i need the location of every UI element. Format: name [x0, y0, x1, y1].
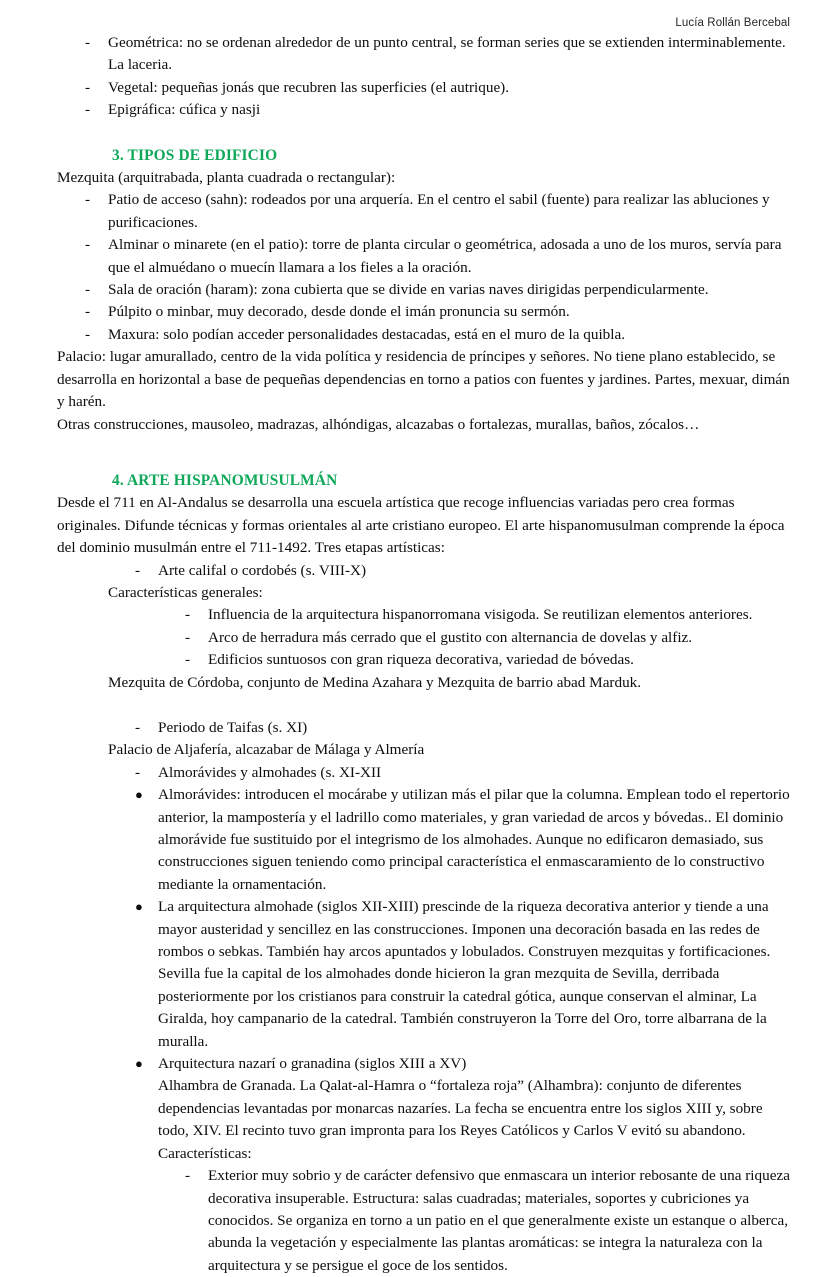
- nazari-caracteristicas-list: [57, 1165, 791, 1277]
- dash-bullet-icon: -: [85, 191, 91, 209]
- nazari-caracteristicas-label: Características:: [158, 1144, 252, 1162]
- dash-bullet-icon: -: [85, 303, 91, 321]
- dash-bullet-icon: -: [85, 101, 91, 119]
- dash-bullet-icon: -: [85, 78, 91, 96]
- spacer: [57, 459, 791, 470]
- list-item: [85, 301, 791, 323]
- list-item-label: Influencia de la arquitectura hispanorromana visigoda. Se reutilizan elementos anteriores.: [208, 606, 753, 624]
- list-item: [185, 604, 791, 626]
- spacer: [57, 122, 791, 145]
- list-item: [85, 32, 791, 77]
- dash-bullet-icon: -: [185, 606, 191, 624]
- dash-bullet-icon: -: [185, 651, 191, 669]
- list-item-label: Almorávides y almohades (s. XI-XII: [158, 763, 382, 781]
- dash-bullet-icon: -: [85, 34, 91, 51]
- list-item-etapa-almoravides-almohades: [135, 762, 791, 784]
- list-item-label: Epigráfica: cúfica y nasji: [108, 101, 261, 119]
- list-item-almohades: [135, 896, 791, 1053]
- list-item-label: Almorávides: introducen el mocárabe y utilizan más el pilar que la columna. Emplean todo el repertorio anterior, la mampostería y el ladrillo como materiales, y gran variedad de arcos y bóvedas.. El dominio almorávide fue sustituido por el integrismo de los almohades. Aunque no edificaron demasiado, sus construcciones siguen teniendo como principal característica el enmascaramiento de lo constructivo mediante la ornamentación.: [158, 786, 790, 893]
- dash-bullet-icon: -: [85, 325, 91, 343]
- list-item-label: La arquitectura almohade (siglos XII-XIII) prescinde de la riqueza decorativa anterior y tiende a una mayor austeridad y sencillez en las construcciones. Imponen una decoración basada en las redes de rombos o sebkas. También hay arcos apuntados y lobulados. Construyen mezquitas y fortificaciones. Sevilla fue la capital de los almohades donde hicieron la gran mezquita de Sevilla, derribada posteriormente por los cristianos para construir la catedral gótica, aunque conservan el alminar, La Giralda, hoy campanario de la catedral. También construyeron la Torre del Oro, torre albarrana de la muralla.: [158, 898, 771, 1050]
- list-item-label: Maxura: solo podían acceder personalidades destacadas, está en el muro de la quibla.: [108, 325, 626, 343]
- dash-bullet-icon: -: [85, 236, 91, 254]
- obras-califales-paragraph: Mezquita de Córdoba, conjunto de Medina Azahara y Mezquita de barrio abad Marduk.: [108, 673, 642, 691]
- spacer: [57, 436, 791, 459]
- list-item-label: Periodo de Taifas (s. XI): [158, 718, 308, 736]
- list-item-label: Arco de herradura más cerrado que el gustito con alternancia de dovelas y alfiz.: [208, 628, 693, 646]
- mezquita-parts-list: [57, 189, 791, 346]
- list-item-label: Edificios suntuosos con gran riqueza decorativa, variedad de bóvedas.: [208, 651, 634, 669]
- dot-bullet-icon: ●: [135, 1056, 143, 1072]
- dash-bullet-icon: -: [135, 561, 141, 579]
- spacer: [57, 694, 791, 717]
- page-header-author: Lucía Rollán Bercebal: [675, 17, 790, 29]
- list-item-label: Arte califal o cordobés (s. VIII-X): [158, 561, 367, 579]
- dash-bullet-icon: -: [185, 1167, 191, 1185]
- list-item-label: Sala de oración (haram): zona cubierta que se divide en varias naves dirigidas perpendicularmente.: [108, 281, 709, 299]
- list-item: [185, 1165, 791, 1277]
- list-item: [85, 234, 791, 279]
- nazari-body-paragraph: Alhambra de Granada. La Qalat-al-Hamra o “fortaleza roja” (Alhambra): conjunto de diferentes dependencias levantadas por monarcas nazaríes. La fecha se encuentra entre los siglos XIII y, sobre todo, XIV. El recinto tuvo gran impronta para los Reyes Católicos y Carlos V evitó su abandono.: [158, 1077, 763, 1140]
- section-heading-arte-hispanomusulman: 4. ARTE HISPANOMUSULMÁN: [112, 471, 338, 489]
- dash-bullet-icon: -: [135, 763, 141, 781]
- list-item: [85, 279, 791, 301]
- list-item-label: Púlpito o minbar, muy decorado, desde donde el imán pronuncia su sermón.: [108, 303, 570, 321]
- document-body: [57, 32, 791, 1277]
- list-item-label: Patio de acceso (sahn): rodeados por una arquería. En el centro el sabil (fuente) para realizar las abluciones y purificaciones.: [108, 191, 770, 231]
- list-item-etapa-taifas: [135, 717, 791, 739]
- mezquita-intro: Mezquita (arquitrabada, planta cuadrada o rectangular):: [57, 169, 396, 187]
- list-item-label: Geométrica: no se ordenan alrededor de un punto central, se forman series que se extienden interminablemente. La laceria.: [108, 34, 786, 74]
- list-item: [185, 627, 791, 649]
- decoration-types-list: [57, 32, 791, 122]
- hispanomusulman-intro: Desde el 711 en Al-Andalus se desarrolla una escuela artística que recoge influencias variadas pero crea formas originales. Difunde técnicas y formas orientales al arte cristiano europeo. El arte hispanomusulman comprende la época del dominio musulmán entre el 711-1492. Tres etapas artísticas:: [57, 494, 785, 557]
- dot-bullet-icon: ●: [135, 899, 143, 915]
- dash-bullet-icon: -: [135, 718, 141, 736]
- list-item-label: Exterior muy sobrio y de carácter defensivo que enmascara un interior rebosante de una riqueza decorativa insuperable. Estructura: salas cuadradas; materiales, soportes y cubriciones ya conocidos. Se organiza en torno a un patio en el que generalmente existe un estanque o alberca, abunda la vegetación y especialmente las plantas aromáticas: se integra la naturaleza con la arquitectura y se persigue el goce de los sentidos.: [208, 1167, 790, 1274]
- list-item: [85, 99, 791, 121]
- list-item: [85, 77, 791, 99]
- palacio-paragraph: Palacio: lugar amurallado, centro de la vida política y residencia de príncipes y señores. No tiene plano establecido, se desarrolla en horizontal a base de pequeñas dependencias en torno a patios con fuentes y jardines. Partes, mexuar, dimán y harén.: [57, 348, 790, 411]
- otras-construcciones-paragraph: Otras construcciones, mausoleo, madrazas, alhóndigas, alcazabas o fortalezas, murallas, baños, zócalos…: [57, 415, 700, 433]
- list-item: [85, 189, 791, 234]
- section-heading-tipos-de-edificio: 3. TIPOS DE EDIFICIO: [112, 146, 278, 164]
- caracteristicas-generales-list: [57, 604, 791, 671]
- dash-bullet-icon: -: [85, 281, 91, 299]
- obras-taifas-paragraph: Palacio de Aljafería, alcazabar de Málaga y Almería: [108, 741, 425, 759]
- list-item: [85, 324, 791, 346]
- dot-bullet-icon: ●: [135, 787, 143, 803]
- list-item-nazari: [135, 1053, 791, 1075]
- caracteristicas-generales-label: Características generales:: [108, 583, 263, 601]
- list-item-etapa-califal: [135, 560, 791, 582]
- list-item-almoravides: [135, 784, 791, 896]
- list-item-label: Vegetal: pequeñas jonás que recubren las superficies (el autrique).: [108, 78, 510, 96]
- dash-bullet-icon: -: [185, 628, 191, 646]
- list-item: [185, 649, 791, 671]
- list-item-label: Alminar o minarete (en el patio): torre de planta circular o geométrica, adosada a uno de los muros, servía para que el almuédano o muecín llamara a los fieles a la oración.: [108, 236, 782, 276]
- list-item-label: Arquitectura nazarí o granadina (siglos XIII a XV): [158, 1055, 467, 1073]
